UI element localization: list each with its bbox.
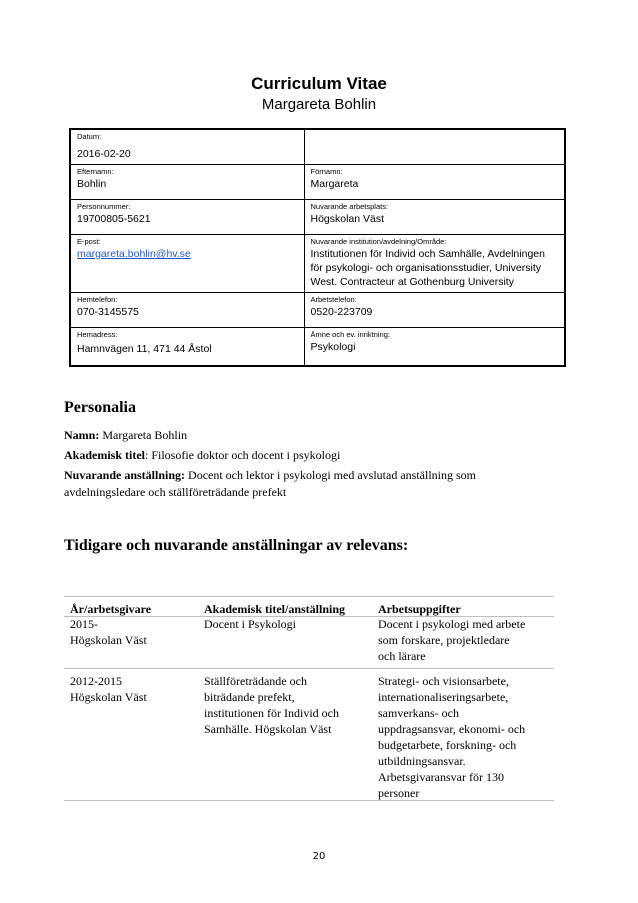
row1-employer bbox=[70, 616, 147, 648]
row2-employer bbox=[70, 673, 147, 705]
page-number: 20 bbox=[312, 851, 326, 862]
epost-label: E-post: bbox=[77, 237, 101, 246]
efternamn-cell bbox=[70, 165, 304, 200]
arbetstelefon-value: 0520-223709 bbox=[310, 306, 373, 318]
titel-label: Akademisk titel bbox=[64, 448, 145, 462]
anstallning-label: Nuvarande anställning: bbox=[64, 468, 186, 482]
row1-title bbox=[204, 616, 296, 632]
row2-tasks bbox=[378, 673, 525, 801]
empty-cell bbox=[304, 129, 565, 165]
row-divider bbox=[64, 668, 554, 669]
personalia-name-line bbox=[64, 427, 514, 444]
hemadress-cell bbox=[70, 328, 304, 366]
row2-employer-line: Högskolan Väst bbox=[70, 690, 147, 704]
institution-cell bbox=[304, 235, 565, 293]
row2-tasks-line: Strategi- och visionsarbete, bbox=[378, 674, 509, 688]
personnummer-label: Personnummer: bbox=[77, 202, 131, 211]
row1-employer-line: 2015- bbox=[70, 617, 98, 631]
row2-tasks-line: internationaliseringsarbete, bbox=[378, 690, 509, 704]
cv-subtitle-name: Margareta Bohlin bbox=[261, 96, 377, 113]
arbetstelefon-cell bbox=[304, 293, 565, 328]
personalia-employment-line bbox=[64, 467, 514, 501]
amne-value: Psykologi bbox=[310, 341, 356, 353]
datum-value: 2016-02-20 bbox=[77, 148, 131, 160]
row2-title-line: Ställföreträdande och bbox=[204, 674, 307, 688]
arbetstelefon-label: Arbetstelefon: bbox=[310, 295, 357, 304]
row2-tasks-line: uppdragsansvar, ekonomi- och bbox=[378, 722, 526, 736]
positions-heading: Tidigare och nuvarande anställningar av relevans: bbox=[64, 537, 409, 554]
row2-title-line: institutionen för Individ och bbox=[204, 706, 339, 720]
row1-title-line: Docent i Psykologi bbox=[204, 617, 296, 631]
anstallning-value: Docent och lektor i psykologi med avslutad anställning som avdelningsledare och ställföreträdande prefekt bbox=[64, 468, 476, 499]
fornamn-value: Margareta bbox=[310, 178, 359, 190]
row2-title-line: biträdande prefekt, bbox=[204, 690, 295, 704]
titel-value: : Filosofie doktor och docent i psykologi bbox=[145, 448, 341, 462]
row2-tasks-line: utbildningsansvar. bbox=[378, 754, 466, 768]
row2-employer-line: 2012-2015 bbox=[70, 674, 122, 688]
efternamn-value: Bohlin bbox=[77, 178, 107, 190]
arbetsplats-value: Högskolan Väst bbox=[310, 213, 385, 225]
hemtelefon-cell bbox=[70, 293, 304, 328]
namn-value: Margareta Bohlin bbox=[99, 428, 188, 442]
efternamn-label: Efternamn: bbox=[77, 167, 114, 176]
hemtelefon-label: Hemtelefon: bbox=[77, 295, 118, 304]
epost-link[interactable]: margareta.bohlin@hv.se bbox=[77, 248, 191, 260]
row2-tasks-line: samverkans- och bbox=[378, 706, 459, 720]
table-bottom-rule bbox=[64, 800, 554, 801]
arbetsplats-label: Nuvarande arbetsplats: bbox=[310, 202, 389, 211]
amne-cell bbox=[304, 328, 565, 366]
row2-tasks-line: Arbetsgivaransvar för 130 bbox=[378, 770, 504, 784]
row1-employer-line: Högskolan Väst bbox=[70, 633, 147, 647]
institution-label: Nuvarande institution/avdelning/Område: bbox=[310, 237, 447, 246]
table-top-rule bbox=[64, 596, 554, 597]
institution-value: Institutionen för Individ och Samhälle, Avdelningen för psykologi- och organisationsstudier, University West. Contracteur at Gothenburg University bbox=[310, 248, 545, 288]
row2-tasks-line: personer bbox=[378, 786, 420, 800]
row1-tasks-line: som forskare, projektledare bbox=[378, 633, 510, 647]
row2-title bbox=[204, 673, 339, 737]
personalia-heading: Personalia bbox=[64, 399, 136, 416]
hemadress-value: Hamnvägen 11, 471 44 Åstol bbox=[77, 343, 212, 355]
personnummer-value: 19700805-5621 bbox=[77, 213, 151, 225]
row2-tasks-line: budgetarbete, forskning- och bbox=[378, 738, 517, 752]
datum-label: Datum: bbox=[77, 132, 102, 141]
hemadress-label: Hemadress: bbox=[77, 330, 118, 339]
datum-cell bbox=[70, 129, 304, 165]
namn-label: Namn: bbox=[64, 428, 100, 442]
row2-title-line: Samhälle. Högskolan Väst bbox=[204, 722, 332, 736]
epost-cell bbox=[70, 235, 304, 293]
fornamn-label: Förnamn: bbox=[310, 167, 343, 176]
personalia-title-line bbox=[64, 447, 514, 464]
row1-tasks bbox=[378, 616, 525, 664]
col-header-tasks: Arbetsuppgifter bbox=[378, 602, 461, 616]
hemtelefon-value: 070-3145575 bbox=[77, 306, 139, 318]
col-header-employer: År/arbetsgivare bbox=[70, 602, 152, 616]
row1-tasks-line: och lärare bbox=[378, 649, 426, 663]
personal-info-form bbox=[69, 128, 566, 367]
cv-title: Curriculum Vitae bbox=[251, 74, 387, 93]
personnummer-cell bbox=[70, 200, 304, 235]
row1-tasks-line: Docent i psykologi med arbete bbox=[378, 617, 526, 631]
arbetsplats-cell bbox=[304, 200, 565, 235]
amne-label: Ämne och ev. inriktning: bbox=[310, 330, 390, 339]
col-header-title: Akademisk titel/anställning bbox=[204, 602, 346, 616]
fornamn-cell bbox=[304, 165, 565, 200]
